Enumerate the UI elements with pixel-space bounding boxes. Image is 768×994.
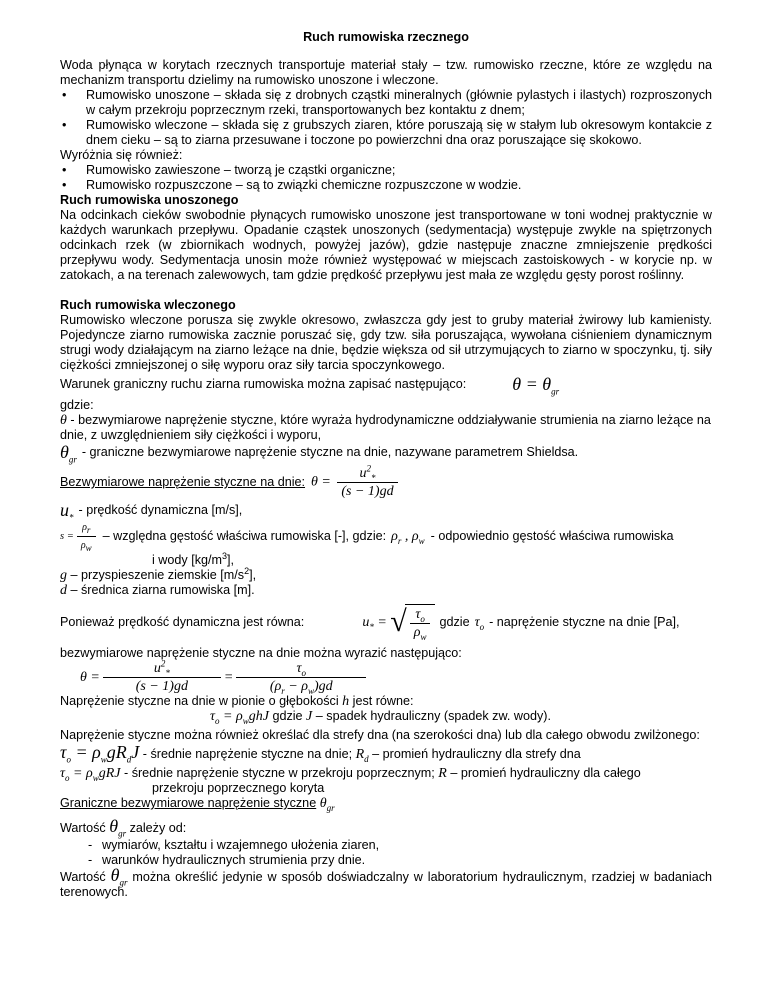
theta-tau-formula: θ = $\frac{u^2_*}{(s - 1)gd}$ = $\frac{\tau_o}{(\rho_r - \rho_w)gd}$: [60, 661, 712, 694]
zone-text: Naprężenie styczne można również określać dla strefy dna (na szerokości dna) lub dla całego obwodu zwilżonego:: [60, 728, 700, 742]
gdzie-label: gdzie:: [60, 398, 94, 412]
s-definition: s = $\frac{\rho_r}{\rho_w}$ – względna gęstość właściwa rumowiska [-], gdzie: $\rho_r$ , $\rho_w$ - odpowiednio gęstość właściwa rumowiska: [60, 522, 674, 553]
page-title: Ruch rumowiska rzecznego: [303, 30, 469, 44]
list-item: - wymiarów, kształtu i wzajemnego ułożenia ziaren,: [60, 838, 712, 853]
shear-stress-row: [60, 463, 712, 499]
condition-text: Warunek graniczny ruchu ziarna rumowiska można zapisać następująco:: [60, 377, 467, 391]
shear-label: Bezwymiarowe naprężenie styczne na dnie:: [60, 475, 306, 489]
rho-def-cont: i wody $[kg/m^3]$,: [152, 550, 235, 567]
depends-list: [60, 838, 712, 868]
theta-gr-definition: $\theta_{gr}$ - graniczne bezwymiarowe naprężenie styczne na dnie, nazywane parametrem Shieldsa.: [60, 442, 579, 465]
express-text: bezwymiarowe naprężenie styczne na dnie można wyrazić następująco:: [60, 646, 462, 660]
list-item: - warunków hydraulicznych strumienia przy dnie.: [60, 853, 712, 868]
document-page: [60, 30, 712, 900]
condition-row: [60, 374, 712, 397]
intro-paragraph: Woda płynąca w korytach rzecznych transportuje materiał stały – tzw. rumowisko rzeczne, które ze względu na mechanizm transportu dzielimy na rumowisko unoszone i wleczone.: [60, 58, 712, 87]
also-list: [60, 163, 712, 193]
d-definition: d – średnica ziarna rumowiska [m].: [60, 583, 255, 598]
suspended-paragraph: Na odcinkach cieków swobodnie płynących rumowisko unoszone jest transportowane w toni wodnej praktycznie w każdych warunkach przepływu. Opadanie cząstek unoszonych (sedymentacja) występuje zwykle na spiętrzonych odcinkach rzek (w zbiornikach wodnych, powyżej jazów), gdzie następuje znaczne zmniejszenie prędkości przepływu wody. Sedymentacja unosin może również występować w miejscach zastoiskowych - w korycie np. w zatokach, a na terenach zalewowych, tam gdzie prędkość przepływu jest mała ze względu gęsty porost roślinny.: [60, 208, 712, 282]
bedload-paragraph: Rumowisko wleczone porusza się zwykle okresowo, zwłaszcza gdy jest to gruby materiał żwirowy lub kamienisty. Pojedyncze ziarno rumowiska zacznie poruszać się, gdy tzw. siła poruszająca, wywołana ciśnieniem dynamicznym strugi wody działającym na ziarno leżące na dnie, będzie większa od sił utrzymujących to ziarno w spoczynku, tj. siły ciężkości zmniejszonej o siłę wyporu oraz siły tarcia spoczynkowego.: [60, 313, 712, 372]
depth-text: Naprężenie styczne na dnie w pionie o głębokości h jest równe:: [60, 694, 414, 709]
R-def-cont: przekroju poprzecznego koryta: [152, 781, 325, 795]
list-item: • Rumowisko rozpuszczone – są to związki chemiczne rozpuszczone w wodzie.: [60, 178, 712, 193]
shear-formula: θ = $\frac{u^2_*}{(s - 1)gd}$: [311, 466, 401, 499]
theta-definition: θ - bezwymiarowe naprężenie styczne, które wyraża hydrodynamiczne oddziaływanie strumienia na ziarno leżące na dnie, z uwzględnieniem siły ciężkości i wyporu,: [60, 413, 711, 442]
ustar-formula: $u_*$ = √ $\frac{\tau_o}{\rho_w}$: [362, 604, 435, 640]
suspended-heading: Ruch rumowiska unoszonego: [60, 193, 239, 207]
also-label: Wyróżnia się również:: [60, 148, 183, 162]
depends-text: Wartość $\theta_{gr}$ zależy od:: [60, 816, 187, 839]
critical-heading: Graniczne bezwymiarowe naprężenie styczne $\theta_{gr}$: [60, 796, 335, 813]
bedload-heading: Ruch rumowiska wleczonego: [60, 298, 236, 312]
condition-equation: $\theta = \theta_{gr}$: [512, 374, 560, 397]
final-paragraph: Wartość $\theta_{gr}$ można określić jedynie w sposób doświadczalny w laboratorium hydraulicznym, rzadziej w badaniach terenowych.: [60, 865, 713, 899]
tau-R-definition: $\tau_o = \rho_wgRJ$ - średnie naprężenie styczne w przekroju poprzecznym; R – promień hydrauliczny dla całego: [60, 766, 641, 783]
tau-d-definition: $\tau_o = \rho_wgR_dJ$ - średnie naprężenie styczne na dnie; $R_d$ – promień hydrauliczny dla strefy dna: [60, 742, 581, 765]
list-item: • Rumowisko unoszone – składa się z drobnych cząstki mineralnych (głównie pylastych i ilastych) rozproszonych w całym przekroju poprzecznym rzeki, transportowanych bez kontaktu z dnem;: [60, 88, 712, 118]
ustar-equation-row: Ponieważ prędkość dynamiczna jest równa: $u_*$ = √ $\frac{\tau_o}{\rho_w}$ gdzie $\tau_o$ - naprężenie styczne na dnie [Pa],: [60, 605, 680, 642]
tau-depth-formula: $\tau_o = \rho_wghJ$ gdzie J – spadek hydrauliczny (spadek zw. wody).: [210, 709, 551, 726]
list-item: • Rumowisko wleczone – składa się z grubszych ziaren, które poruszają się w stałym lub okresowym kontakcie z dnem cieku – są to ziarna przesuwane i toczone po powierzchni dna oraz poruszające się skokowo.: [60, 118, 712, 148]
list-item: • Rumowisko zawieszone – tworzą je cząstki organiczne;: [60, 163, 712, 178]
g-definition: g – przyspieszenie ziemskie $[m/s^2]$,: [60, 565, 257, 583]
ustar-definition: $u_*$ - prędkość dynamiczna [m/s],: [60, 500, 243, 523]
intro-list: [60, 88, 712, 148]
